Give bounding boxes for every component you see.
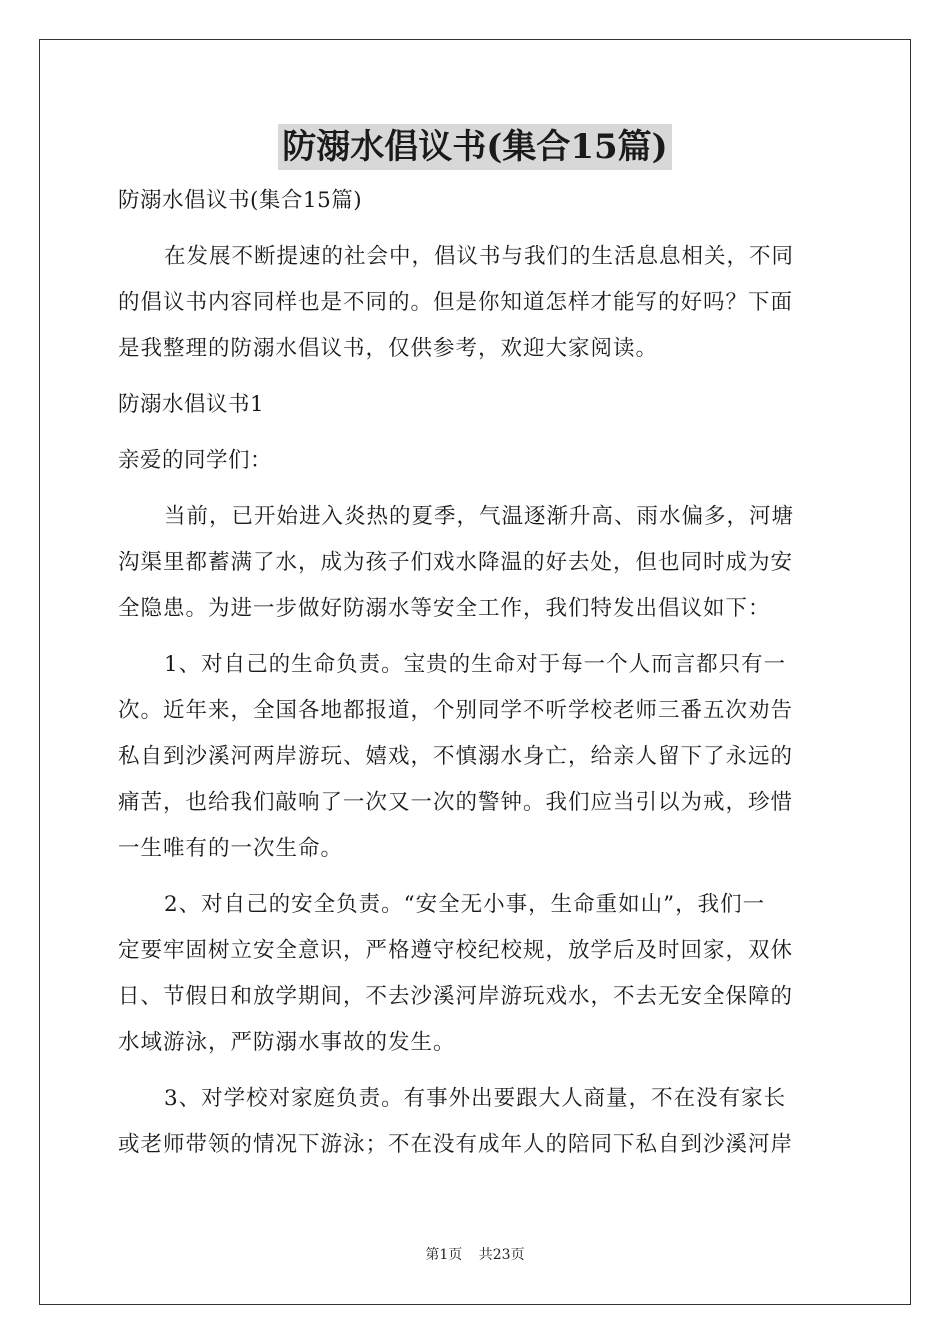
greeting: 亲爱的同学们：: [118, 448, 273, 473]
paragraph-line: 1、对自己的生命负责。宝贵的生命对于每一个人而言都只有一: [164, 652, 787, 677]
intro-paragraph: [118, 234, 834, 372]
paragraph-2: [118, 642, 834, 872]
paragraph-line: 当前，已开始进入炎热的夏季，气温逐渐升高、雨水偏多，河塘: [164, 504, 795, 529]
paragraph-line: 日、节假日和放学期间，不去沙溪河岸游玩戏水，不去无安全保障的: [118, 984, 794, 1009]
document-body: [118, 178, 834, 1178]
paragraph-line: 定要牢固树立安全意识，严格遵守校纪校规，放学后及时回家，双休: [118, 938, 794, 963]
paragraph-4: [118, 1076, 834, 1168]
paragraph-3: [118, 882, 834, 1066]
paragraph-1: [118, 494, 834, 632]
paragraph-line: 次。近年来，全国各地都报道，个别同学不听学校老师三番五次劝告: [118, 698, 794, 723]
paragraph-line: 全隐患。为进一步做好防溺水等安全工作，我们特发出倡议如下：: [118, 596, 771, 621]
paragraph-line: 或老师带领的情况下游泳；不在没有成年人的陪同下私自到沙溪河岸: [118, 1132, 794, 1157]
document-title: 防溺水倡议书(集合15篇): [278, 124, 672, 170]
title-container: [0, 124, 950, 170]
paragraph-line: 痛苦，也给我们敲响了一次又一次的警钟。我们应当引以为戒，珍惜: [118, 790, 794, 815]
intro-line: 在发展不断提速的社会中，倡议书与我们的生活息息相关，不同: [164, 244, 795, 269]
page-footer: [0, 1244, 950, 1264]
paragraph-line: 3、对学校对家庭负责。有事外出要跟大人商量，不在没有家长: [164, 1086, 787, 1111]
paragraph-line: 水域游泳，严防溺水事故的发生。: [118, 1030, 456, 1055]
page-total: 共23页: [478, 1247, 525, 1263]
page-number: 第1页: [425, 1247, 463, 1263]
paragraph-line: 一生唯有的一次生命。: [118, 836, 344, 861]
paragraph-line: 私自到沙溪河两岸游玩、嬉戏，不慎溺水身亡，给亲人留下了永远的: [118, 744, 794, 769]
intro-line: 是我整理的防溺水倡议书，仅供参考，欢迎大家阅读。: [118, 336, 659, 361]
paragraph-line: 2、对自己的安全负责。“安全无小事，生命重如山”，我们一: [164, 892, 766, 917]
paragraph-line: 沟渠里都蓄满了水，成为孩子们戏水降温的好去处，但也同时成为安: [118, 550, 794, 575]
section-heading: 防溺水倡议书1: [118, 392, 265, 417]
subtitle: 防溺水倡议书(集合15篇): [118, 188, 363, 213]
intro-line: 的倡议书内容同样也是不同的。但是你知道怎样才能写的好吗？下面: [118, 290, 794, 315]
